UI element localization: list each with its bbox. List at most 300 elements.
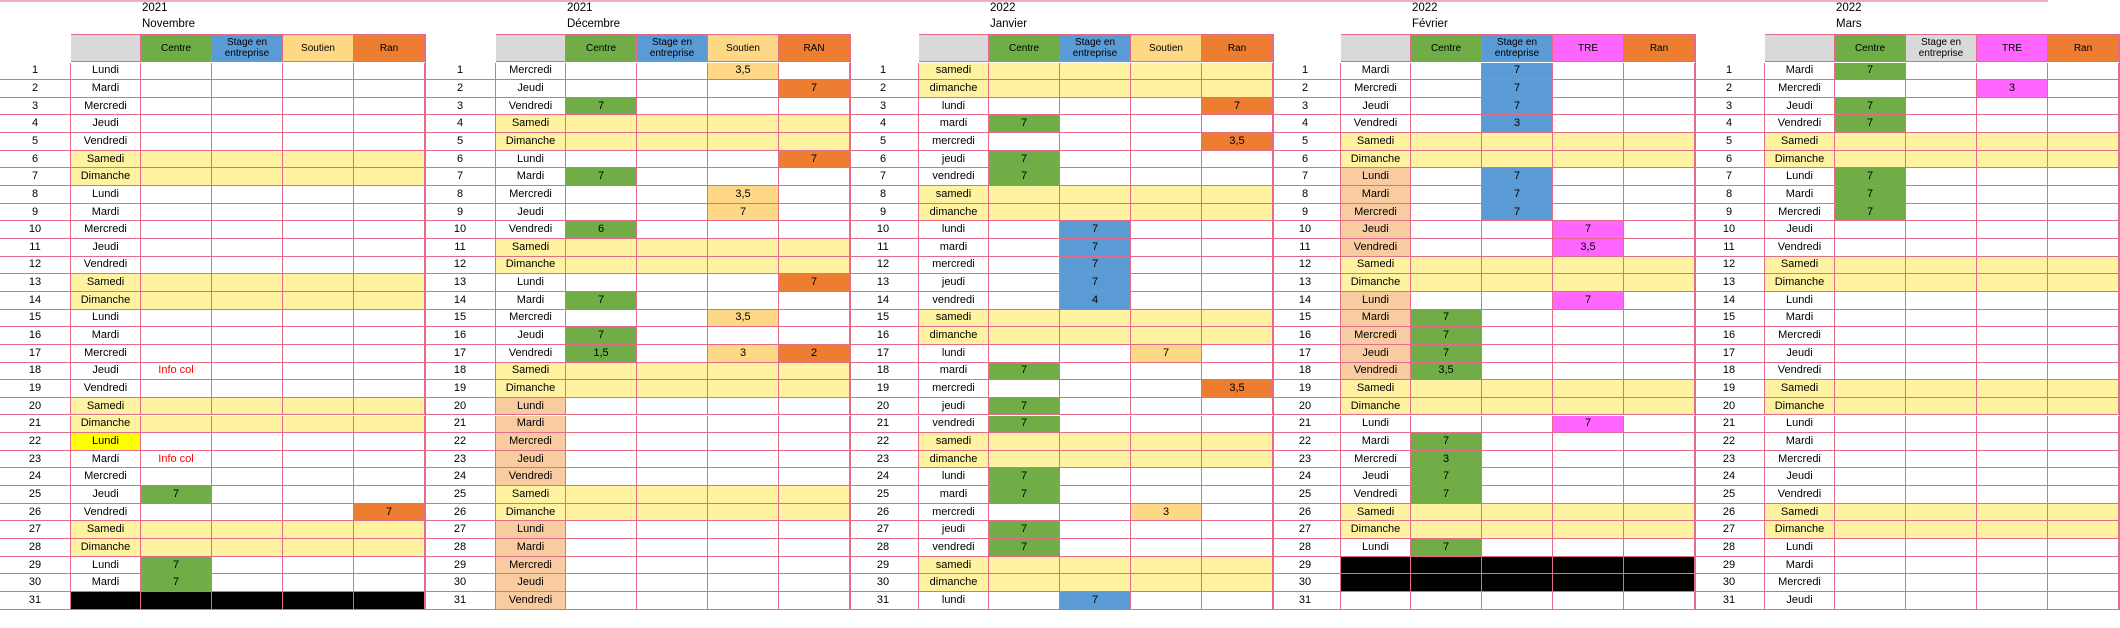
value-cell[interactable] [779,486,850,504]
value-cell[interactable] [2048,221,2119,239]
day-name-cell[interactable]: mardi [919,486,989,504]
day-name-cell[interactable]: Mercredi [1341,451,1411,469]
value-cell[interactable] [637,239,708,257]
value-cell[interactable] [637,327,708,345]
value-cell[interactable] [2048,468,2119,486]
day-name-cell[interactable]: vendredi [919,292,989,310]
value-cell[interactable] [283,98,354,116]
value-cell[interactable] [1553,257,1624,275]
value-cell[interactable] [1553,80,1624,98]
value-cell[interactable] [2048,521,2119,539]
value-cell[interactable] [283,239,354,257]
value-cell[interactable]: 7 [141,486,212,504]
value-cell[interactable] [1411,521,1482,539]
value-cell[interactable] [1906,327,1977,345]
day-name-cell[interactable]: Jeudi [1765,592,1835,610]
day-name-cell[interactable]: Mardi [71,327,141,345]
value-cell[interactable] [989,204,1060,222]
value-cell[interactable] [1131,221,1202,239]
value-cell[interactable] [637,63,708,81]
day-name-cell[interactable]: Mardi [1765,557,1835,575]
value-cell[interactable]: 7 [989,468,1060,486]
value-cell[interactable] [1131,539,1202,557]
value-cell[interactable]: 7 [1411,433,1482,451]
value-cell[interactable] [779,398,850,416]
value-cell[interactable] [141,221,212,239]
value-cell[interactable] [1411,168,1482,186]
value-cell[interactable] [283,327,354,345]
value-cell[interactable]: 3,5 [1553,239,1624,257]
value-cell[interactable]: 7 [1411,327,1482,345]
day-name-cell[interactable]: Mercredi [1341,80,1411,98]
value-cell[interactable] [354,327,425,345]
value-cell[interactable] [283,486,354,504]
day-name-cell[interactable]: Samedi [1765,504,1835,522]
value-cell[interactable] [354,221,425,239]
value-cell[interactable] [1977,310,2048,328]
value-cell[interactable] [1131,168,1202,186]
value-cell[interactable] [1835,345,1906,363]
value-cell[interactable] [354,115,425,133]
value-cell[interactable]: 7 [141,574,212,592]
value-cell[interactable] [1553,433,1624,451]
value-cell[interactable] [1624,239,1695,257]
day-name-cell[interactable]: Vendredi [1341,363,1411,381]
value-cell[interactable] [2048,398,2119,416]
value-cell[interactable]: 7 [1835,186,1906,204]
value-cell[interactable] [1906,115,1977,133]
value-cell[interactable] [1624,327,1695,345]
value-cell[interactable] [779,363,850,381]
value-cell[interactable] [1553,327,1624,345]
value-cell[interactable] [1411,115,1482,133]
value-cell[interactable] [141,398,212,416]
value-cell[interactable] [708,257,779,275]
value-cell[interactable] [354,416,425,434]
value-cell[interactable] [212,257,283,275]
value-cell[interactable] [1482,292,1553,310]
value-cell[interactable] [1906,221,1977,239]
value-cell[interactable] [1624,63,1695,81]
day-name-cell[interactable]: Samedi [71,521,141,539]
value-cell[interactable] [1906,63,1977,81]
day-name-cell[interactable]: Vendredi [71,257,141,275]
value-cell[interactable] [1411,292,1482,310]
value-cell[interactable] [1835,521,1906,539]
day-name-cell[interactable]: Dimanche [71,168,141,186]
value-cell[interactable] [1482,274,1553,292]
value-cell[interactable]: 7 [141,557,212,575]
day-name-cell[interactable]: Mercredi [496,186,566,204]
value-cell[interactable] [1553,504,1624,522]
value-cell[interactable] [1131,416,1202,434]
value-cell[interactable]: 7 [989,398,1060,416]
value-cell[interactable]: 7 [989,486,1060,504]
value-cell[interactable] [779,521,850,539]
day-name-cell[interactable]: Samedi [1765,133,1835,151]
value-cell[interactable] [637,592,708,610]
value-cell[interactable] [1977,345,2048,363]
value-cell[interactable]: 7 [1553,416,1624,434]
day-name-cell[interactable]: Dimanche [71,539,141,557]
value-cell[interactable] [566,63,637,81]
value-cell[interactable] [1624,80,1695,98]
day-name-cell[interactable]: vendredi [919,416,989,434]
value-cell[interactable] [708,380,779,398]
value-cell[interactable] [637,433,708,451]
value-cell[interactable] [1553,521,1624,539]
value-cell[interactable] [1835,592,1906,610]
day-name-cell[interactable]: Jeudi [496,451,566,469]
value-cell[interactable] [779,133,850,151]
value-cell[interactable] [1411,80,1482,98]
value-cell[interactable] [1131,363,1202,381]
value-cell[interactable]: 7 [1482,98,1553,116]
value-cell[interactable] [637,521,708,539]
value-cell[interactable] [637,557,708,575]
value-cell[interactable] [283,345,354,363]
day-name-cell[interactable]: Vendredi [496,468,566,486]
value-cell[interactable] [1624,433,1695,451]
value-cell[interactable] [1482,433,1553,451]
value-cell[interactable] [1906,592,1977,610]
value-cell[interactable]: 3 [1411,451,1482,469]
value-cell[interactable] [1624,486,1695,504]
value-cell[interactable] [2048,257,2119,275]
value-cell[interactable] [989,63,1060,81]
value-cell[interactable] [637,186,708,204]
value-cell[interactable] [1202,115,1273,133]
value-cell[interactable] [708,221,779,239]
value-cell[interactable] [989,221,1060,239]
value-cell[interactable]: 7 [1411,345,1482,363]
day-name-cell[interactable]: Mardi [1341,433,1411,451]
value-cell[interactable] [1835,416,1906,434]
value-cell[interactable] [1411,221,1482,239]
value-cell[interactable] [212,133,283,151]
value-cell[interactable] [1977,274,2048,292]
value-cell[interactable] [1131,115,1202,133]
value-cell[interactable] [141,151,212,169]
value-cell[interactable] [637,204,708,222]
value-cell[interactable] [1131,486,1202,504]
day-name-cell[interactable]: dimanche [919,80,989,98]
value-cell[interactable] [354,557,425,575]
value-cell[interactable] [1977,504,2048,522]
value-cell[interactable] [637,486,708,504]
value-cell[interactable] [1624,257,1695,275]
value-cell[interactable] [1977,133,2048,151]
day-name-cell[interactable]: jeudi [919,274,989,292]
value-cell[interactable] [354,451,425,469]
value-cell[interactable] [779,433,850,451]
day-name-cell[interactable]: Vendredi [71,133,141,151]
value-cell[interactable] [141,327,212,345]
value-cell[interactable] [1906,416,1977,434]
value-cell[interactable] [1411,257,1482,275]
note-cell[interactable]: Info col [141,363,212,381]
value-cell[interactable] [1835,327,1906,345]
value-cell[interactable] [1131,133,1202,151]
day-name-cell[interactable]: Samedi [1341,257,1411,275]
value-cell[interactable] [1835,257,1906,275]
value-cell[interactable]: 3,5 [1202,380,1273,398]
day-name-cell[interactable]: Dimanche [496,133,566,151]
day-name-cell[interactable]: Samedi [1341,504,1411,522]
day-name-cell[interactable]: Jeudi [71,363,141,381]
day-name-cell[interactable]: samedi [919,186,989,204]
value-cell[interactable] [1624,168,1695,186]
day-name-cell[interactable]: Vendredi [496,345,566,363]
value-cell[interactable] [1202,168,1273,186]
value-cell[interactable]: 3 [1482,115,1553,133]
value-cell[interactable] [1131,557,1202,575]
day-name-cell[interactable]: Vendredi [1341,115,1411,133]
day-name-cell[interactable]: Dimanche [1765,151,1835,169]
value-cell[interactable]: 3,5 [708,310,779,328]
day-name-cell[interactable]: Lundi [1341,168,1411,186]
value-cell[interactable] [779,327,850,345]
value-cell[interactable] [1553,63,1624,81]
value-cell[interactable]: 2 [779,345,850,363]
value-cell[interactable] [779,451,850,469]
value-cell[interactable] [1482,221,1553,239]
value-cell[interactable] [212,221,283,239]
value-cell[interactable] [1553,133,1624,151]
value-cell[interactable] [2048,363,2119,381]
value-cell[interactable] [1624,115,1695,133]
value-cell[interactable] [283,257,354,275]
value-cell[interactable] [708,557,779,575]
day-name-cell[interactable]: Vendredi [496,592,566,610]
value-cell[interactable] [1202,574,1273,592]
value-cell[interactable] [2048,310,2119,328]
value-cell[interactable] [1835,292,1906,310]
value-cell[interactable] [1977,204,2048,222]
value-cell[interactable] [1060,557,1131,575]
day-name-cell[interactable]: Vendredi [71,380,141,398]
value-cell[interactable] [1131,433,1202,451]
value-cell[interactable] [283,574,354,592]
value-cell[interactable] [1060,574,1131,592]
value-cell[interactable] [566,80,637,98]
day-name-cell[interactable]: Mardi [496,168,566,186]
value-cell[interactable] [1977,257,2048,275]
day-name-cell[interactable] [1341,574,1411,592]
day-name-cell[interactable]: Dimanche [496,257,566,275]
value-cell[interactable] [354,468,425,486]
value-cell[interactable] [566,363,637,381]
value-cell[interactable] [708,539,779,557]
value-cell[interactable] [1906,168,1977,186]
day-name-cell[interactable]: Mardi [496,539,566,557]
value-cell[interactable] [1482,239,1553,257]
value-cell[interactable] [1060,521,1131,539]
value-cell[interactable] [708,504,779,522]
value-cell[interactable]: 3,5 [1202,133,1273,151]
value-cell[interactable] [566,521,637,539]
value-cell[interactable] [637,274,708,292]
day-name-cell[interactable]: Vendredi [1341,486,1411,504]
day-name-cell[interactable]: Lundi [1341,539,1411,557]
value-cell[interactable] [354,98,425,116]
value-cell[interactable]: 7 [1202,98,1273,116]
value-cell[interactable] [2048,557,2119,575]
day-name-cell[interactable]: Jeudi [1765,221,1835,239]
value-cell[interactable] [1411,186,1482,204]
value-cell[interactable] [1906,363,1977,381]
value-cell[interactable]: 7 [1411,468,1482,486]
value-cell[interactable] [1977,521,2048,539]
value-cell[interactable]: 7 [1482,186,1553,204]
value-cell[interactable] [354,168,425,186]
value-cell[interactable] [1624,504,1695,522]
value-cell[interactable] [212,186,283,204]
value-cell[interactable] [1131,63,1202,81]
value-cell[interactable] [1906,504,1977,522]
value-cell[interactable] [566,151,637,169]
value-cell[interactable] [354,486,425,504]
value-cell[interactable] [1411,504,1482,522]
value-cell[interactable] [1202,151,1273,169]
value-cell[interactable] [212,521,283,539]
value-cell[interactable] [1482,257,1553,275]
value-cell[interactable] [2048,486,2119,504]
value-cell[interactable] [2048,204,2119,222]
value-cell[interactable] [1482,133,1553,151]
day-name-cell[interactable]: Mercredi [71,221,141,239]
value-cell[interactable] [989,345,1060,363]
day-name-cell[interactable]: dimanche [919,574,989,592]
value-cell[interactable] [1835,433,1906,451]
value-cell[interactable] [1131,521,1202,539]
value-cell[interactable] [141,292,212,310]
value-cell[interactable] [1835,504,1906,522]
value-cell[interactable] [141,98,212,116]
day-name-cell[interactable]: Mardi [71,451,141,469]
value-cell[interactable] [1202,592,1273,610]
value-cell[interactable] [2048,451,2119,469]
day-name-cell[interactable]: Mardi [1765,433,1835,451]
value-cell[interactable] [1553,98,1624,116]
day-name-cell[interactable]: Mardi [71,80,141,98]
day-name-cell[interactable]: Vendredi [1765,239,1835,257]
day-name-cell[interactable] [1341,557,1411,575]
value-cell[interactable] [779,204,850,222]
value-cell[interactable] [708,363,779,381]
value-cell[interactable] [566,539,637,557]
value-cell[interactable] [212,468,283,486]
value-cell[interactable] [708,468,779,486]
value-cell[interactable] [1624,398,1695,416]
value-cell[interactable] [141,416,212,434]
day-name-cell[interactable]: mardi [919,363,989,381]
value-cell[interactable] [1553,468,1624,486]
value-cell[interactable]: 7 [708,204,779,222]
value-cell[interactable]: 7 [989,539,1060,557]
value-cell[interactable] [1202,239,1273,257]
day-name-cell[interactable]: Dimanche [496,380,566,398]
value-cell[interactable] [779,574,850,592]
value-cell[interactable] [566,433,637,451]
value-cell[interactable] [1060,98,1131,116]
value-cell[interactable] [283,168,354,186]
value-cell[interactable] [1202,186,1273,204]
value-cell[interactable]: 7 [1060,274,1131,292]
value-cell[interactable] [212,363,283,381]
value-cell[interactable] [1131,451,1202,469]
value-cell[interactable] [2048,380,2119,398]
day-name-cell[interactable]: Vendredi [496,221,566,239]
day-name-cell[interactable]: samedi [919,310,989,328]
day-name-cell[interactable]: Mercredi [1341,327,1411,345]
day-name-cell[interactable]: vendredi [919,168,989,186]
value-cell[interactable] [2048,345,2119,363]
value-cell[interactable] [283,557,354,575]
value-cell[interactable] [354,363,425,381]
value-cell[interactable]: 7 [566,168,637,186]
value-cell[interactable] [989,574,1060,592]
value-cell[interactable] [637,574,708,592]
value-cell[interactable]: 7 [989,363,1060,381]
value-cell[interactable] [1553,363,1624,381]
value-cell[interactable]: 7 [1482,204,1553,222]
day-name-cell[interactable]: Jeudi [71,486,141,504]
value-cell[interactable] [637,345,708,363]
value-cell[interactable] [1411,380,1482,398]
value-cell[interactable] [1482,451,1553,469]
value-cell[interactable] [1906,133,1977,151]
day-name-cell[interactable]: Mercredi [1765,574,1835,592]
day-name-cell[interactable]: Vendredi [1765,115,1835,133]
value-cell[interactable] [212,63,283,81]
value-cell[interactable] [1977,363,2048,381]
value-cell[interactable]: 7 [1835,115,1906,133]
value-cell[interactable] [1906,98,1977,116]
value-cell[interactable] [141,433,212,451]
value-cell[interactable] [1482,416,1553,434]
day-name-cell[interactable]: Mercredi [1765,80,1835,98]
value-cell[interactable] [1131,292,1202,310]
value-cell[interactable]: 3,5 [708,186,779,204]
value-cell[interactable] [708,80,779,98]
value-cell[interactable] [1624,133,1695,151]
value-cell[interactable] [637,168,708,186]
value-cell[interactable] [566,274,637,292]
value-cell[interactable] [989,433,1060,451]
value-cell[interactable]: 3,5 [1411,363,1482,381]
value-cell[interactable] [141,310,212,328]
value-cell[interactable] [708,239,779,257]
value-cell[interactable] [1411,63,1482,81]
value-cell[interactable] [283,80,354,98]
value-cell[interactable] [283,186,354,204]
value-cell[interactable] [1553,204,1624,222]
value-cell[interactable] [283,63,354,81]
value-cell[interactable] [283,115,354,133]
value-cell[interactable] [637,416,708,434]
value-cell[interactable]: 7 [779,151,850,169]
value-cell[interactable] [637,151,708,169]
value-cell[interactable] [1906,539,1977,557]
value-cell[interactable] [2048,292,2119,310]
value-cell[interactable] [1060,133,1131,151]
value-cell[interactable] [1977,186,2048,204]
day-name-cell[interactable]: Mardi [496,416,566,434]
value-cell[interactable] [779,292,850,310]
day-name-cell[interactable]: Mardi [1765,186,1835,204]
value-cell[interactable] [1131,151,1202,169]
